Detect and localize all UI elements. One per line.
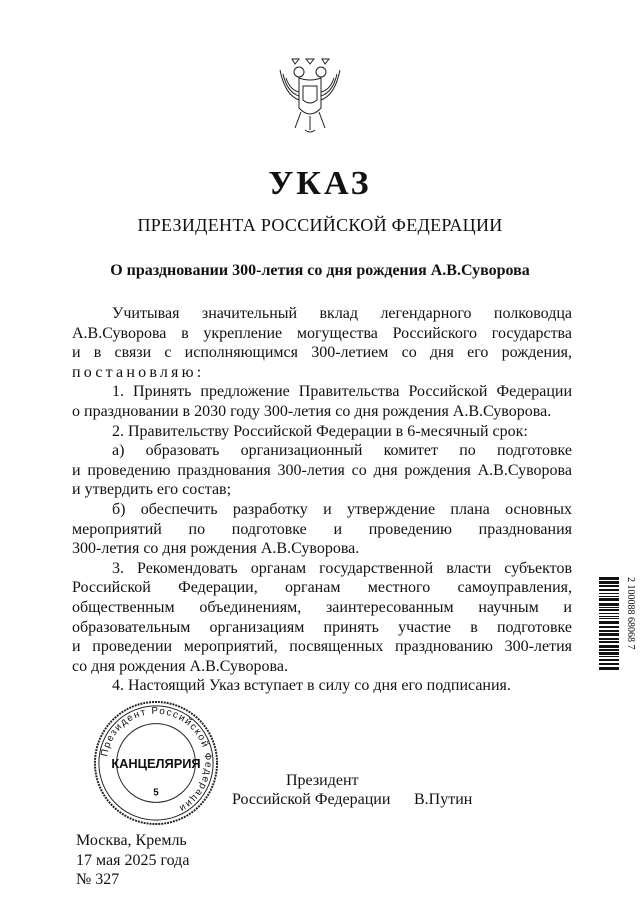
barcode-bar: [599, 641, 619, 643]
barcode-bar: [599, 607, 619, 608]
barcode-bar: [599, 603, 619, 606]
paragraph-line: 3. Рекомендовать органам государственной власти субъектов: [112, 559, 572, 577]
paragraph-line: со дня рождения А.В.Суворова.: [72, 657, 288, 675]
paragraph-line: и проведению празднования 300-летия со дня рождения А.В.Суворова: [72, 461, 572, 479]
paragraph-line: б) обеспечить разработку и утверждение плана основных: [112, 500, 572, 518]
paragraph-line: и утвердить его состав;: [72, 481, 232, 499]
paragraph-line: А.В.Суворова в укрепление могущества Российского государства: [72, 324, 572, 342]
paragraph-line: и в связи с исполняющимся 300-летием со дня его рождения,: [72, 344, 572, 362]
barcode-number: 2 100088 68068 7: [625, 577, 636, 650]
barcode-bar: [599, 581, 619, 584]
paragraph-line: постановляю:: [72, 363, 205, 381]
seal-ring-text: Президент Российской Федерации: [99, 705, 214, 815]
barcode-bar: [599, 659, 619, 661]
paragraph-line: о праздновании в 2030 году 300-летия со дня рождения А.В.Суворова.: [72, 402, 552, 420]
decree-heading: О праздновании 300-летия со дня рождения А.В.Суворова: [110, 262, 530, 279]
decree-number: № 327: [76, 871, 120, 889]
paragraph-line: Учитывая значительный вклад легендарного полководца: [112, 305, 572, 322]
decree-body: [72, 304, 572, 696]
issue-date: 17 мая 2025 года: [76, 851, 190, 869]
seal-center-text: КАНЦЕЛЯРИЯ: [111, 755, 201, 771]
barcode-bar: [599, 652, 619, 655]
barcode-bar: [599, 656, 619, 657]
coat-of-arms-emblem: [277, 50, 343, 138]
barcode-bar: [599, 621, 619, 624]
barcode-bar: [599, 649, 619, 651]
paragraph-line: 4. Настоящий Указ вступает в силу со дня его подписания.: [112, 677, 511, 695]
barcode-bar: [599, 616, 619, 617]
paragraph-line: и проведении мероприятий, посвященных празднованию 300-летия: [72, 638, 572, 656]
signatory-name: В.Путин: [414, 791, 473, 808]
barcode-bar: [599, 633, 619, 636]
barcode-bar: [599, 593, 619, 594]
barcode-bar: [599, 645, 619, 648]
document-subtitle: ПРЕЗИДЕНТА РОССИЙСКОЙ ФЕДЕРАЦИИ: [137, 215, 503, 235]
paragraph-line: а) образовать организационный комитет по подготовке: [112, 442, 572, 460]
barcode-bar: [599, 663, 619, 665]
paragraph-line: 300-летия со дня рождения А.В.Суворова.: [72, 540, 360, 558]
seal-number: 5: [153, 787, 159, 799]
barcode-bar: [599, 618, 619, 619]
barcode-bar: [599, 585, 619, 587]
barcode-bar: [599, 589, 619, 591]
barcode-bar: [599, 667, 619, 670]
barcode-bar: [599, 626, 619, 628]
barcode-bar: [599, 630, 619, 632]
paragraph-line: Российской Федерации, органам местного самоуправления,: [72, 579, 572, 597]
barcode-bar: [599, 598, 619, 601]
issue-place: Москва, Кремль: [76, 832, 187, 849]
barcode-bar: [599, 638, 619, 640]
barcode-bar: [599, 609, 619, 611]
paragraph-line: 1. Принять предложение Правительства Российской Федерации: [112, 383, 572, 401]
issue-details: [76, 831, 189, 890]
paragraph-line: 2. Правительству Российской Федерации в 6-месячный срок:: [112, 422, 528, 440]
barcode-bar: [599, 596, 619, 597]
signature-title-line2: Российской Федерации: [232, 791, 391, 808]
barcode-bar: [599, 577, 619, 580]
barcode-bar: [599, 613, 619, 614]
paragraph-line: образовательным организациям принять участие в подготовке: [72, 618, 572, 636]
barcode: [598, 575, 638, 675]
paragraph-line: мероприятий по подготовке и проведению празднования: [72, 520, 572, 538]
chancellery-seal: [92, 699, 220, 827]
signature-title-line1: Президент: [286, 772, 359, 789]
document-title: УКАЗ: [268, 165, 372, 202]
paragraph-line: общественным объединениям, заинтересованным научным и: [72, 598, 572, 616]
